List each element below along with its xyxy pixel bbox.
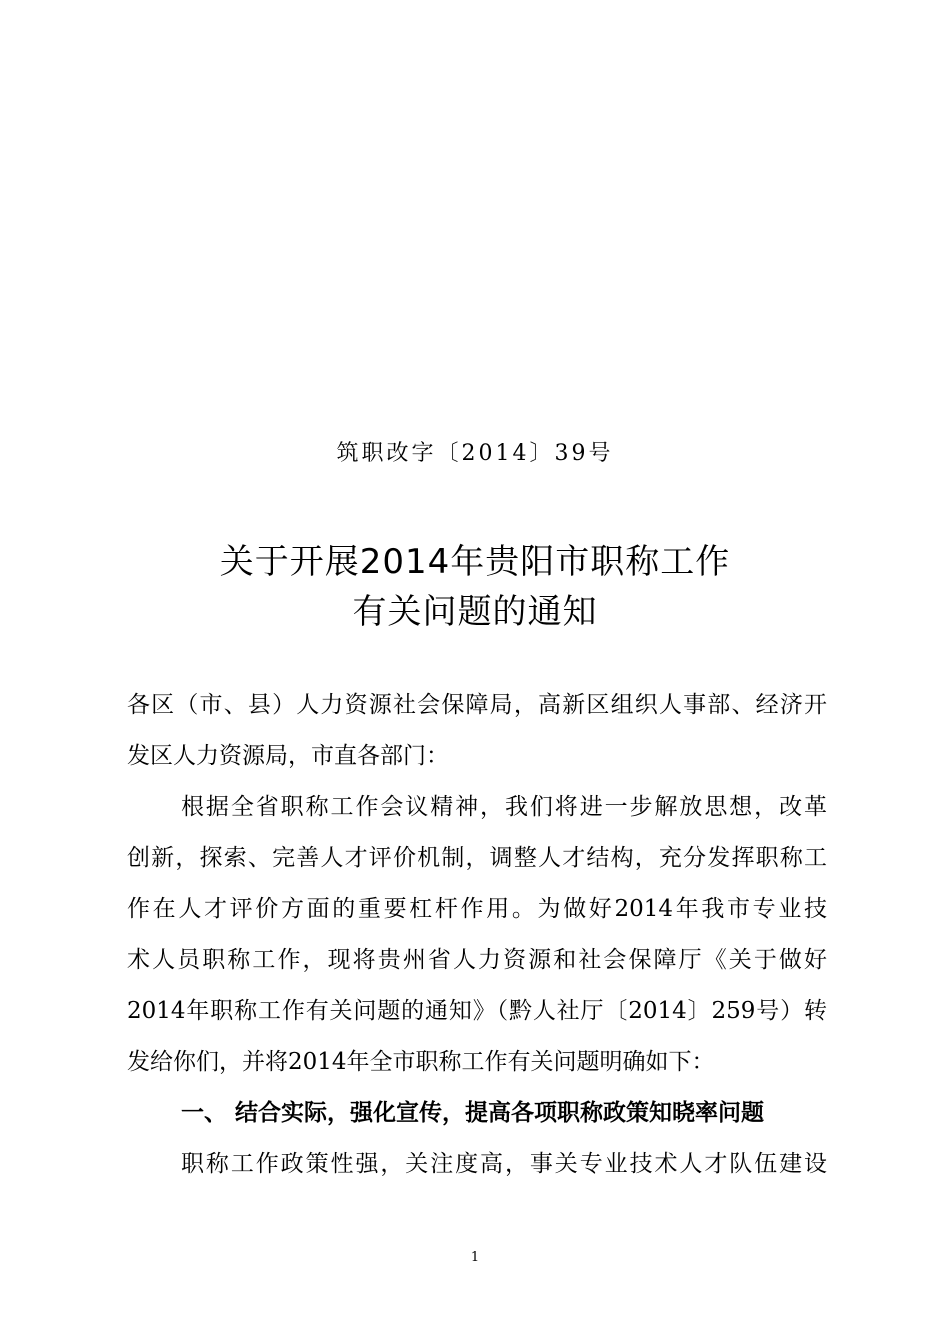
section-heading: 一、 结合实际，强化宣传，提高各项职称政策知晓率问题 xyxy=(181,1100,765,1126)
paragraph-line: 发给你们，并将2014年全市职称工作有关问题明确如下： xyxy=(127,1049,715,1075)
document-title-line-2: 有关问题的通知 xyxy=(352,592,598,632)
addressee-line: 各区（市、县）人力资源社会保障局，高新区组织人事部、经济开 xyxy=(127,692,827,718)
document-number: 筑职改字〔2014〕39号 xyxy=(336,441,614,466)
paragraph-line: 根据全省职称工作会议精神，我们将进一步解放思想，改革 xyxy=(181,794,827,820)
paragraph-line: 创新，探索、完善人才评价机制，调整人才结构，充分发挥职称工 xyxy=(127,845,827,871)
paragraph-line: 职称工作政策性强，关注度高，事关专业技术人才队伍建设 xyxy=(181,1151,827,1177)
document-title-line-1: 关于开展2014年贵阳市职称工作 xyxy=(219,542,731,582)
paragraph-line: 术人员职称工作，现将贵州省人力资源和社会保障厅《关于做好 xyxy=(127,947,827,973)
paragraph-line: 作在人才评价方面的重要杠杆作用。为做好2014年我市专业技 xyxy=(127,896,827,922)
page-number: 1 xyxy=(470,1250,480,1265)
paragraph-line: 2014年职称工作有关问题的通知》（黔人社厅〔2014〕259号）转 xyxy=(127,998,827,1024)
addressee-line: 发区人力资源局，市直各部门： xyxy=(127,743,449,769)
document-body xyxy=(127,680,827,1190)
